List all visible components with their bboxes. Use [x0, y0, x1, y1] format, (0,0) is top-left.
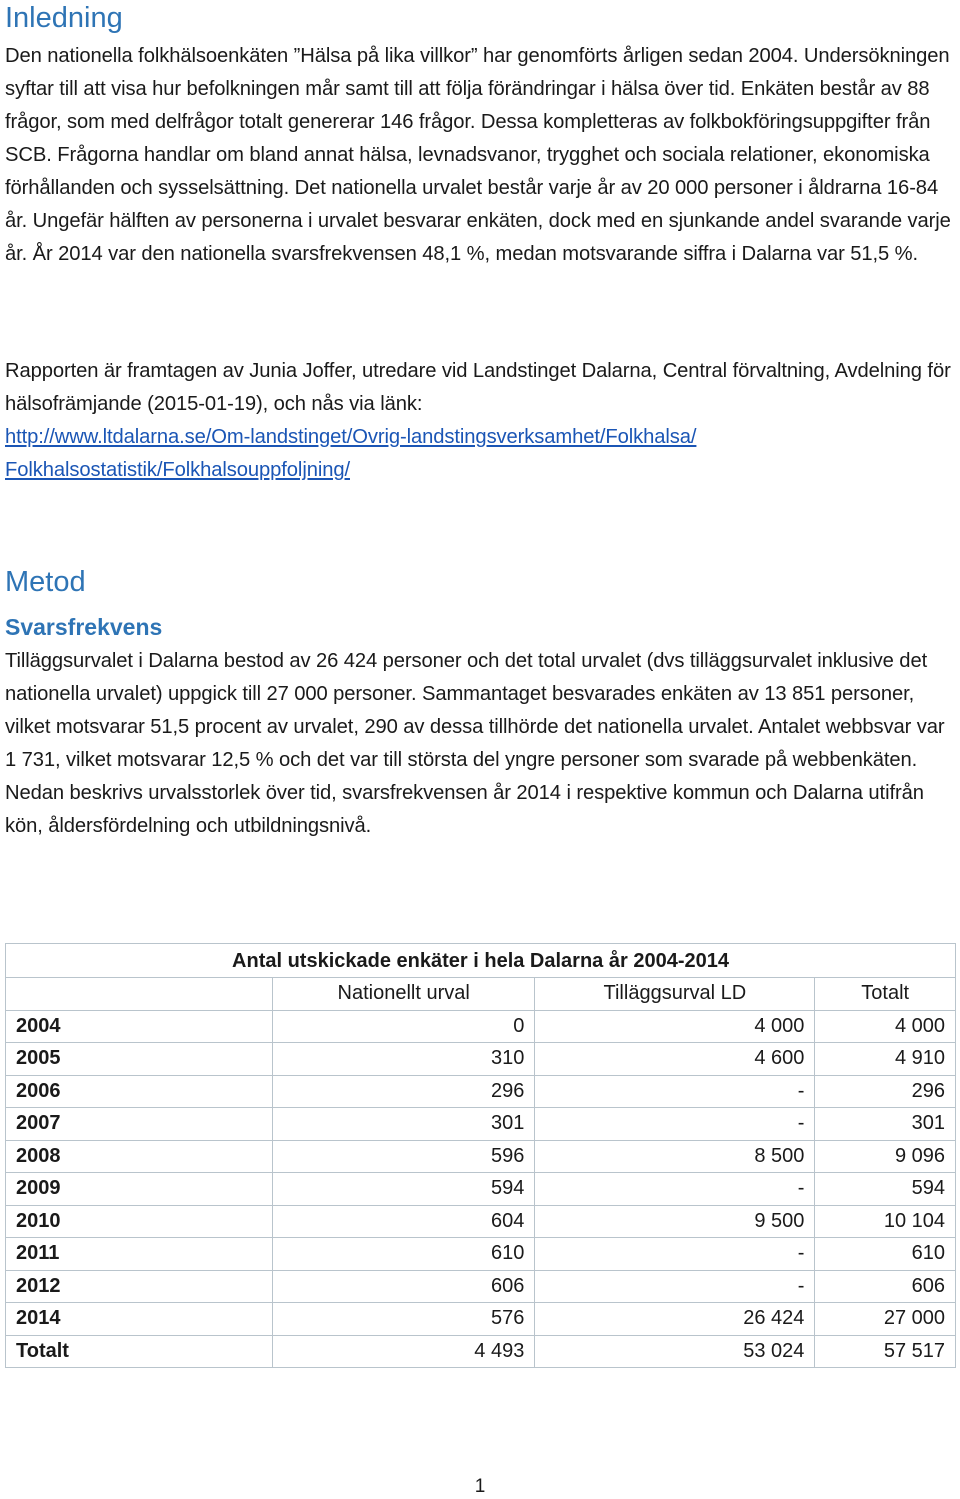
cell-totalt: 606	[815, 1270, 956, 1303]
table-row	[6, 1238, 956, 1271]
table-title: Antal utskickade enkäter i hela Dalarna år 2004-2014	[6, 944, 956, 978]
row-year: 2012	[6, 1270, 273, 1303]
cell-totalt: 10 104	[815, 1205, 956, 1238]
table-row	[6, 1270, 956, 1303]
cell-nationellt: 4 493	[273, 1335, 535, 1368]
paragraph-rapport-text: Rapporten är framtagen av Junia Joffer, utredare vid Landstinget Dalarna, Central förvaltning, Avdelning för hälsofrämjande (2015-01-19), och nås via länk:	[5, 360, 951, 415]
subheading-svarsfrekvens: Svarsfrekvens	[5, 614, 163, 640]
table-row	[6, 1010, 956, 1043]
cell-nationellt: 606	[273, 1270, 535, 1303]
survey-count-table	[5, 943, 956, 1368]
cell-totalt: 27 000	[815, 1303, 956, 1336]
row-year: 2008	[6, 1140, 273, 1173]
cell-nationellt: 301	[273, 1108, 535, 1141]
table-row	[6, 1205, 956, 1238]
cell-nationellt: 296	[273, 1075, 535, 1108]
cell-nationellt: 610	[273, 1238, 535, 1271]
cell-tillagg: -	[535, 1270, 815, 1303]
table-row	[6, 1303, 956, 1336]
cell-totalt: 4 000	[815, 1010, 956, 1043]
cell-tillagg: 9 500	[535, 1205, 815, 1238]
cell-nationellt: 576	[273, 1303, 535, 1336]
row-year: 2005	[6, 1043, 273, 1076]
table-header-row	[6, 978, 956, 1011]
paragraph-rapport	[5, 355, 955, 487]
row-year: 2011	[6, 1238, 273, 1271]
cell-tillagg: 53 024	[535, 1335, 815, 1368]
cell-totalt: 301	[815, 1108, 956, 1141]
table-row	[6, 1140, 956, 1173]
cell-tillagg: -	[535, 1075, 815, 1108]
row-year: 2004	[6, 1010, 273, 1043]
paragraph-inledning: Den nationella folkhälsoenkäten ”Hälsa på lika villkor” har genomförts årligen sedan 2004. Undersökningen syftar till att visa hur befolkningen mår samt till att följa förändringar i hälsa över tid. Enkäten består av 88 frågor, som med delfrågor totalt genererar 146 frågor. Dessa kompletteras av folkbokföringsuppgifter från SCB. Frågorna handlar om bland annat hälsa, levnadsvanor, trygghet och sociala relationer, ekonomiska förhållanden och sysselsättning. Det nationella urvalet består varje år av 20 000 personer i åldrarna 16-84 år. Ungefär hälften av personerna i urvalet besvarar enkäten, dock med en sjunkande andel svarande varje år. År 2014 var den nationella svarsfrekvensen 48,1 %, medan motsvarande siffra i Dalarna var 51,5 %.	[5, 45, 951, 265]
cell-totalt: 4 910	[815, 1043, 956, 1076]
row-year: Totalt	[6, 1335, 273, 1368]
table-row	[6, 1108, 956, 1141]
report-link-line-2[interactable]: Folkhalsostatistik/Folkhalsouppfoljning/	[5, 459, 350, 481]
column-header-empty	[6, 978, 273, 1011]
cell-nationellt: 310	[273, 1043, 535, 1076]
cell-tillagg: 4 000	[535, 1010, 815, 1043]
row-year: 2010	[6, 1205, 273, 1238]
table-row	[6, 1075, 956, 1108]
heading-metod: Metod	[5, 566, 86, 598]
column-header-totalt: Totalt	[815, 978, 956, 1011]
row-year: 2007	[6, 1108, 273, 1141]
cell-totalt: 9 096	[815, 1140, 956, 1173]
heading-inledning: Inledning	[5, 2, 123, 34]
cell-tillagg: 8 500	[535, 1140, 815, 1173]
cell-nationellt: 604	[273, 1205, 535, 1238]
row-year: 2009	[6, 1173, 273, 1206]
table-title-row	[6, 944, 956, 978]
paragraph-svarsfrekvens: Tilläggsurvalet i Dalarna bestod av 26 424 personer och det total urvalet (dvs tilläggsurvalet inklusive det nationella urvalet) uppgick till 27 000 personer. Sammantaget besvarades enkäten av 13 851 personer, vilket motsvarar 51,5 procent av urvalet, 290 av dessa tillhörde det nationella urvalet. Antalet webbsvar var 1 731, vilket motsvarar 12,5 % och det var till största del yngre personer som svarade på webbenkäten. Nedan beskrivs urvalsstorlek över tid, svarsfrekvensen år 2014 i respektive kommun och Dalarna utifrån kön, åldersfördelning och utbildningsnivå.	[5, 650, 945, 837]
cell-tillagg: -	[535, 1173, 815, 1206]
cell-tillagg: 26 424	[535, 1303, 815, 1336]
cell-totalt: 57 517	[815, 1335, 956, 1368]
row-year: 2006	[6, 1075, 273, 1108]
table-row	[6, 1173, 956, 1206]
cell-tillagg: 4 600	[535, 1043, 815, 1076]
row-year: 2014	[6, 1303, 273, 1336]
cell-totalt: 296	[815, 1075, 956, 1108]
table-row	[6, 1043, 956, 1076]
column-header-nationellt: Nationellt urval	[273, 978, 535, 1011]
cell-totalt: 594	[815, 1173, 956, 1206]
column-header-tillagg: Tilläggsurval LD	[535, 978, 815, 1011]
cell-tillagg: -	[535, 1108, 815, 1141]
cell-nationellt: 0	[273, 1010, 535, 1043]
table-row	[6, 1335, 956, 1368]
cell-totalt: 610	[815, 1238, 956, 1271]
page-number: 1	[474, 1476, 486, 1497]
report-link-line-1[interactable]: http://www.ltdalarna.se/Om-landstinget/Ovrig-landstingsverksamhet/Folkhalsa/	[5, 426, 697, 448]
cell-tillagg: -	[535, 1238, 815, 1271]
cell-nationellt: 596	[273, 1140, 535, 1173]
cell-nationellt: 594	[273, 1173, 535, 1206]
